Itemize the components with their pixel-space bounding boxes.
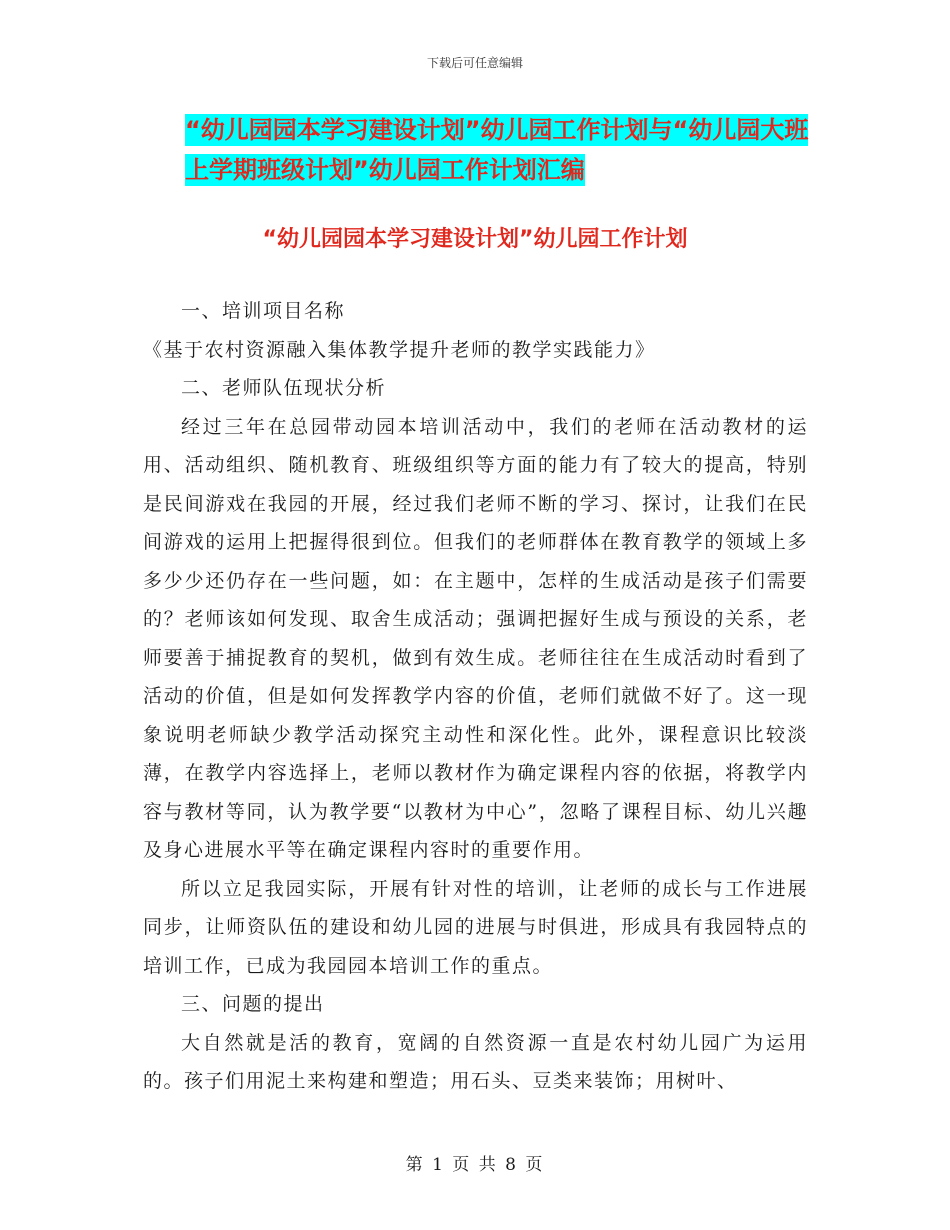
main-title <box>185 110 815 190</box>
heading-2: 二、老师队伍现状分析 <box>181 377 387 399</box>
project-name: 《基于农村资源融入集体教学提升老师的教学实践能力》 <box>143 338 656 361</box>
main-title-text: “幼儿园园本学习建设计划”幼儿园工作计划与“幼儿园大班上学期班级计划”幼儿园工作计划汇编 <box>185 116 809 184</box>
paragraph-2: 所以立足我园实际，开展有针对性的培训，让老师的成长与工作进展同步，让师资队伍的建设和幼儿园的进展与时俱进，形成具有我园特点的培训工作，已成为我园园本培训工作的重点。 <box>143 877 808 977</box>
section-title: “幼儿园园本学习建设计划”幼儿园工作计划 <box>262 227 688 252</box>
page-footer: 第 1 页 共 8 页 <box>405 1155 545 1175</box>
paragraph-1: 经过三年在总园带动园本培训活动中，我们的老师在活动教材的运用、活动组织、随机教育、班级组织等方面的能力有了较大的提高，特别是民间游戏在我园的开展，经过我们老师不断的学习、探讨，让我们在民间游戏的运用上把握得很到位。但我们的老师群体在教育教学的领域上多多少少还仍存在一些问题，如：在主题中，怎样的生成活动是孩子们需要的？老师该如何发现、取舍生成活动；强调把握好生成与预设的关系，老师要善于捕捉教育的契机，做到有效生成。老师往往在生成活动时看到了活动的价值，但是如何发挥教学内容的价值，老师们就做不好了。这一现象说明老师缺少教学活动探究主动性和深化性。此外，课程意识比较淡薄，在教学内容选择上，老师以教材作为确定课程内容的依据，将教学内容与教材等同，认为教学要“以教材为中心”，忽略了课程目标、幼儿兴趣及身心进展水平等在确定课程内容时的重要作用。 <box>143 415 808 861</box>
heading-1: 一、培训项目名称 <box>181 300 346 322</box>
body-text <box>143 292 808 1101</box>
heading-3: 三、问题的提出 <box>181 993 325 1015</box>
paragraph-3: 大自然就是活的教育，宽阔的自然资源一直是农村幼儿园广为运用的。孩子们用泥土来构建和塑造；用石头、豆类来装饰；用树叶、 <box>143 1031 808 1092</box>
header-note: 下载后可任意编辑 <box>426 56 523 70</box>
